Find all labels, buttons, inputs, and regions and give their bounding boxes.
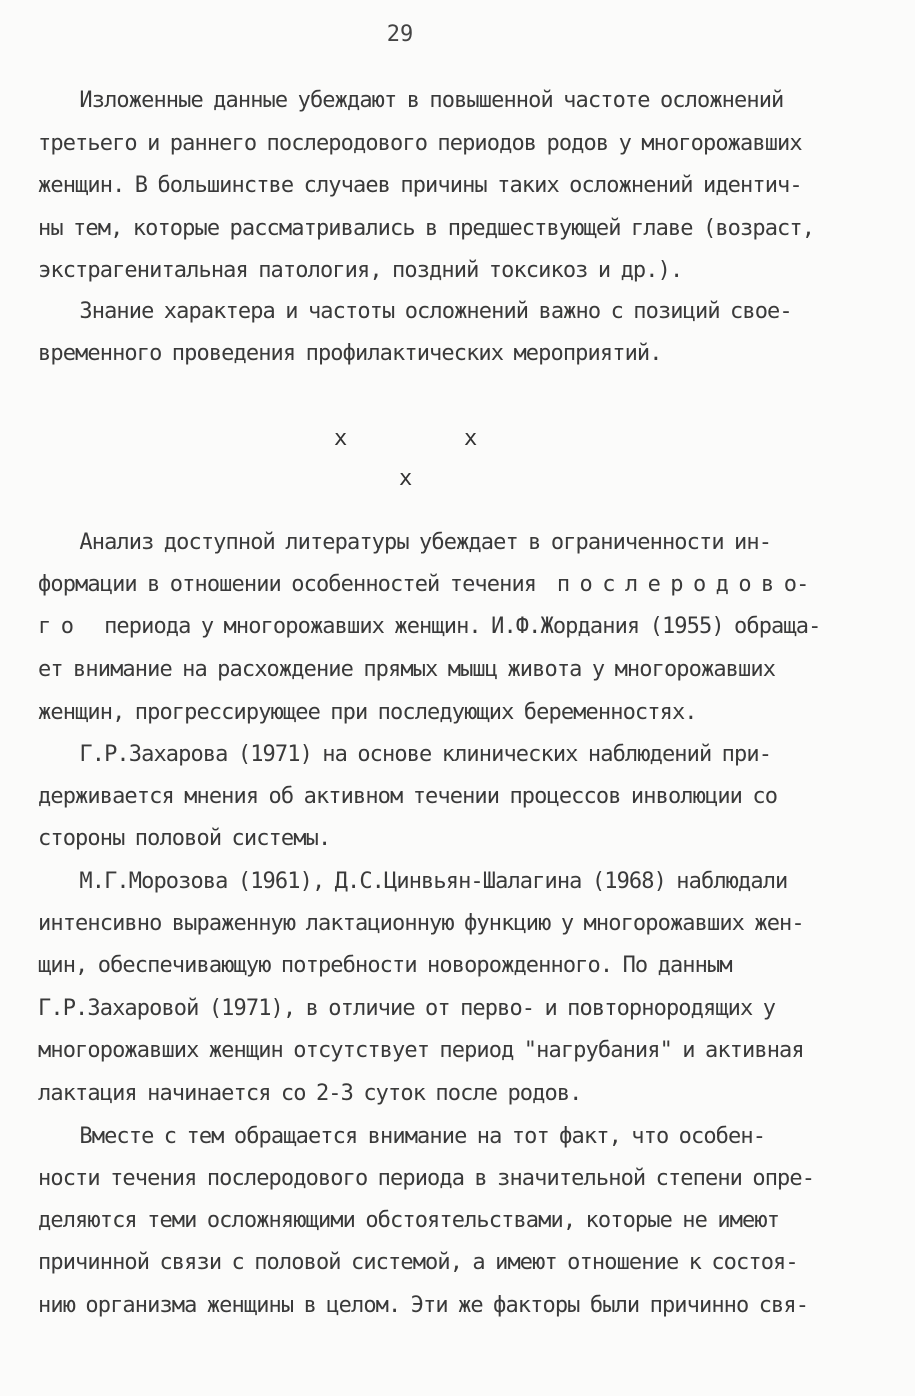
text-line: стороны половой системы.	[38, 826, 331, 851]
text-line: многорожавших женщин отсутствует период "нагрубания" и активная	[38, 1038, 804, 1063]
text-line: женщин, прогрессирующее при последующих беременностях.	[38, 700, 697, 725]
text-line: ности течения послеродового периода в значительной степени опре-	[38, 1166, 815, 1191]
text-line: Анализ доступной литературы убеждает в ограниченности ин-	[38, 530, 772, 555]
text-line: ны тем, которые рассматривались в предшествующей главе (возраст,	[38, 216, 815, 241]
text-line: г о периода у многорожавших женщин. И.Ф.Жордания (1955) обраща-	[38, 614, 821, 639]
text-line: Г.Р.Захарова (1971) на основе клинических наблюдений при-	[38, 742, 772, 767]
text-line: лактация начинается со 2-3 суток после родов.	[38, 1081, 582, 1106]
divider-mark: x	[399, 466, 413, 491]
text-line: деляются теми осложняющими обстоятельствами, которые не имеют	[38, 1208, 780, 1233]
text-line: держивается мнения об активном течении процессов инволюции со	[38, 784, 778, 809]
text-line: временного проведения профилактических мероприятий.	[38, 341, 662, 366]
text-line: Знание характера и частоты осложнений важно с позиций свое-	[38, 299, 792, 324]
text-line: Вместе с тем обращается внимание на тот факт, что особен-	[38, 1124, 766, 1149]
text-line: М.Г.Морозова (1961), Д.С.Цинвьян-Шалагина (1968) наблюдали	[38, 869, 788, 894]
text-line: экстрагенитальная патология, поздний токсикоз и др.).	[38, 258, 683, 283]
text-line: интенсивно выраженную лактационную функцию у многорожавших жен-	[38, 911, 804, 936]
text-line: щин, обеспечивающую потребности новорожденного. По данным	[38, 953, 732, 978]
text-line: ет внимание на расхождение прямых мышц живота у многорожавших	[38, 657, 776, 682]
text-line: причинной связи с половой системой, а имеют отношение к состоя-	[38, 1250, 798, 1275]
text-line: третьего и раннего послеродового периодов родов у многорожавших	[38, 131, 802, 156]
divider-mark: x	[334, 426, 348, 451]
divider-mark: x	[464, 426, 478, 451]
text-line: Г.Р.Захаровой (1971), в отличие от перво- и повторнородящих у	[38, 996, 776, 1021]
text-line: формации в отношении особенностей течения п о с л е р о д о в о-	[38, 572, 809, 597]
text-line: нию организма женщины в целом. Эти же факторы были причинно свя-	[38, 1293, 809, 1318]
text-line: женщин. В большинстве случаев причины таких осложнений идентич-	[38, 173, 802, 198]
page-number: 29	[386, 22, 414, 47]
text-line: Изложенные данные убеждают в повышенной частоте осложнений	[38, 88, 784, 113]
